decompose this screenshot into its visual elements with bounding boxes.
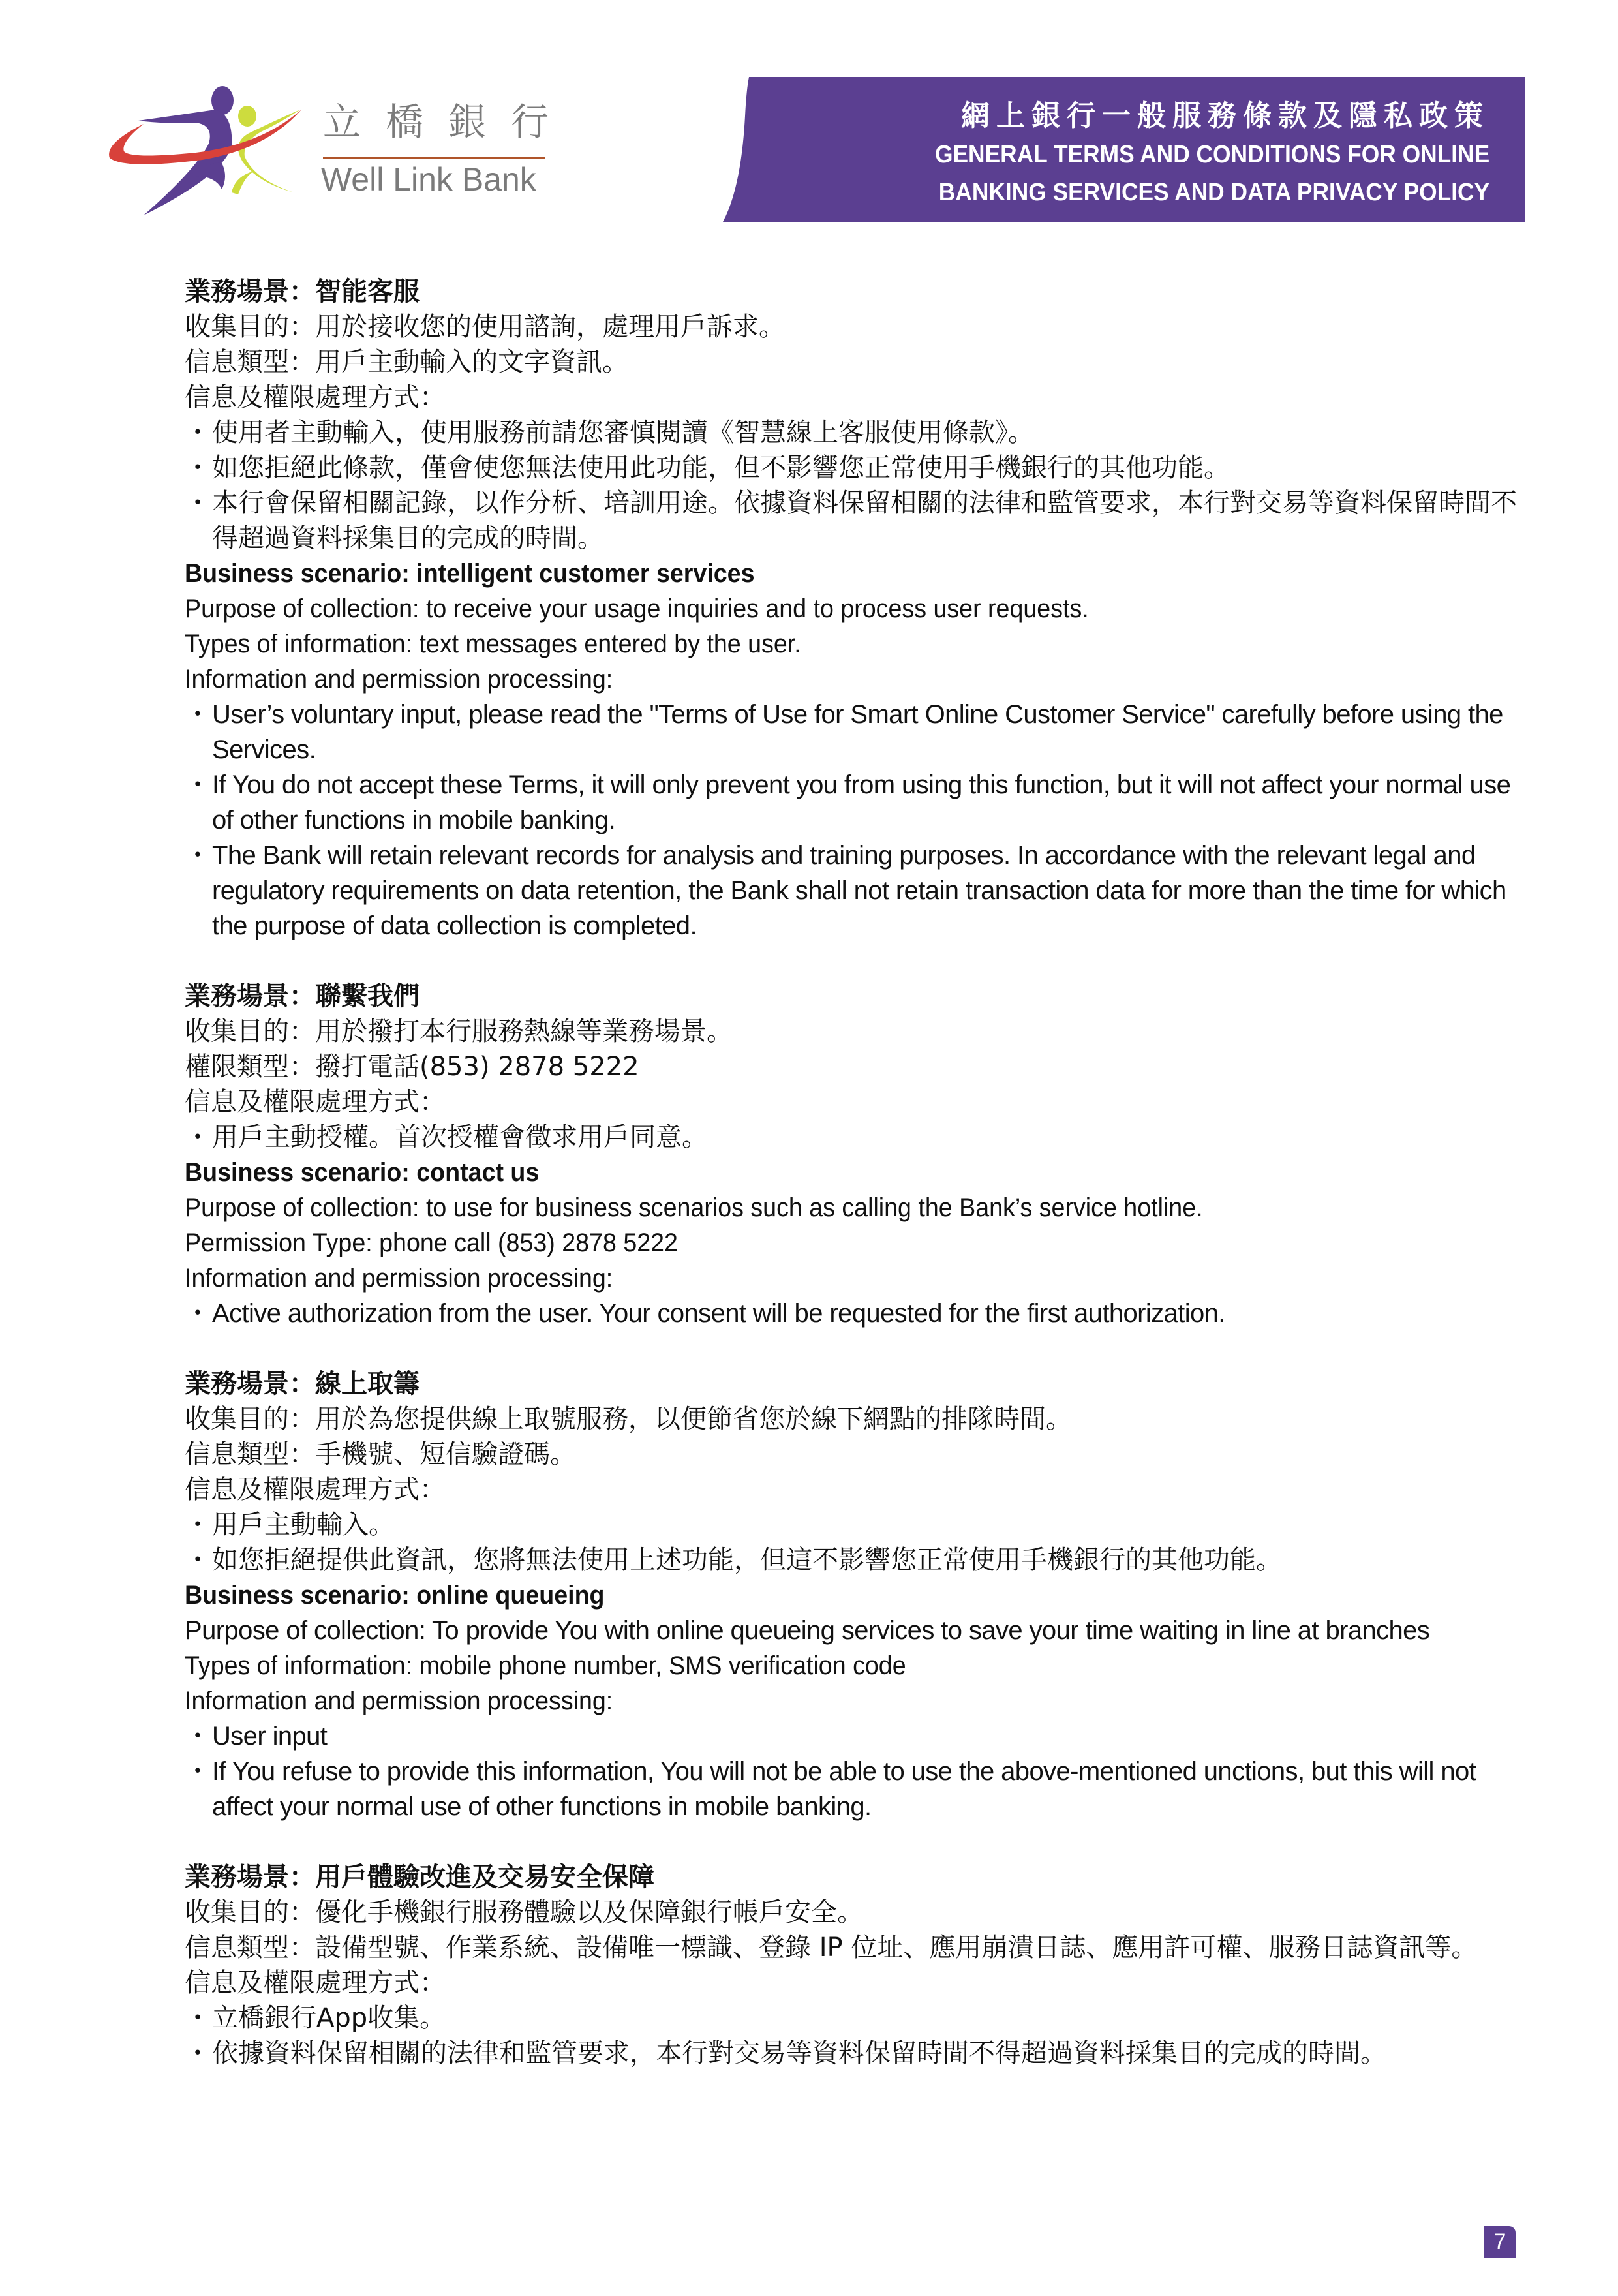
bullet-zh: ・ 依據資料保留相關的法律和監管要求，本行對交易等資料保留時間不得超過資料採集目的完成的時間。 [185,2036,1529,2071]
document-title-en-line1: GENERAL TERMS AND CONDITIONS FOR ONLINE [934,141,1489,168]
bullet-zh: ・ 用戶主動授權。首次授權會徵求用戶同意。 [185,1120,1529,1155]
document-title-banner [723,77,1525,222]
processing-label-zh: 信息及權限處理方式： [185,382,446,412]
section-heading-en: Business scenario: contact us [185,1158,540,1187]
permission-type-zh: 權限類型：撥打電話(853) 2878 5222 [185,1052,639,1082]
bullet-zh: ・ 本行會保留相關記錄，以作分析、培訓用途。依據資料保留相關的法律和監管要求，本行對交易等資料保留時間不得超過資料採集目的完成的時間。 [185,485,1529,556]
info-type-zh: 信息類型：設備型號、作業系統、設備唯一標識、登錄 IP 位址、應用崩潰日誌、應用許可權、服務日誌資訊等。 [185,1933,1478,1963]
processing-label-zh: 信息及權限處理方式： [185,1968,446,1998]
section-heading-zh: 業務場景：用戶體驗改進及交易安全保障 [185,1862,654,1892]
page-number: 7 [1484,2226,1516,2258]
purpose-en: Purpose of collection: to use for business scenarios such as calling the Bank’s service hotline. [185,1193,1203,1222]
bullet-en: ・ If You refuse to provide this information, You will not be able to use the above-mentioned unctions, but this will not affect your normal use of other functions in mobile banking. [185,1754,1529,1824]
purpose-en: Purpose of collection: to receive your usage inquiries and to process user requests. [185,594,1089,623]
info-type-zh: 信息類型：手機號、短信驗證碼。 [185,1439,576,1469]
info-type-zh: 信息類型：用戶主動輸入的文字資訊。 [185,347,628,377]
bullet-zh: ・ 用戶主動輸入。 [185,1507,1529,1542]
document-title-zh: 網上銀行一般服務條款及隱私政策 [961,99,1489,132]
bullet-en: ・ The Bank will retain relevant records for analysis and training purposes. In accordance with the relevant legal and regulatory requirements on data retention, the Bank shall not retain transaction data for more than the time for which the purpose of data collection is completed. [185,838,1529,943]
section-heading-en: Business scenario: intelligent customer services [185,559,755,588]
purpose-en: Purpose of collection: To provide You with online queueing services to save your time waiting in line at branches [185,1616,1430,1645]
bank-logo [98,85,574,215]
logo-figure-head-lime [238,106,256,127]
processing-label-en: Information and permission processing: [185,1264,613,1293]
logo-divider [323,157,545,159]
bullet-zh: ・ 如您拒絕此條款，僅會使您無法使用此功能，但不影響您正常使用手機銀行的其他功能。 [185,450,1529,485]
bullet-en: ・ If You do not accept these Terms, it will only prevent you from using this function, but it will not affect your normal use of other functions in mobile banking. [185,767,1529,838]
bank-name-zh: 立橋銀行 [323,100,574,144]
bullet-en: ・ User’s voluntary input, please read the "Terms of Use for Smart Online Customer Service" carefully before using the Services. [185,697,1529,767]
processing-label-zh: 信息及權限處理方式： [185,1475,446,1505]
info-type-en: Types of information: text messages entered by the user. [185,630,801,658]
bullet-zh: ・ 如您拒絕提供此資訊，您將無法使用上述功能，但這不影響您正常使用手機銀行的其他功能。 [185,1542,1529,1578]
section-online-queueing [185,1366,1529,1824]
section-heading-zh: 業務場景：智能客服 [185,277,420,307]
section-heading-en: Business scenario: online queueing [185,1581,605,1610]
info-type-en: Types of information: mobile phone number, SMS verification code [185,1651,906,1680]
document-title-en-line2: BANKING SERVICES AND DATA PRIVACY POLICY [938,179,1489,206]
bullet-zh: ・ 立橋銀行App收集。 [185,2000,1529,2036]
bank-name-en: Well Link Bank [321,161,536,198]
section-heading-zh: 業務場景：線上取籌 [185,1369,420,1399]
processing-label-en: Information and permission processing: [185,1687,613,1715]
processing-label-zh: 信息及權限處理方式： [185,1087,446,1117]
policy-content [185,274,1529,2106]
section-intelligent-customer-service [185,274,1529,943]
section-heading-zh: 業務場景：聯繫我們 [185,981,420,1011]
purpose-zh: 收集目的：優化手機銀行服務體驗以及保障銀行帳戶安全。 [185,1897,863,1927]
logo-mark-icon [98,85,320,215]
processing-label-en: Information and permission processing: [185,665,613,694]
purpose-zh: 收集目的：用於接收您的使用諮詢，處理用戶訴求。 [185,312,785,342]
section-user-experience-security [185,1860,1529,2071]
section-contact-us [185,979,1529,1331]
permission-type-en: Permission Type: phone call (853) 2878 5222 [185,1229,678,1257]
logo-figure-leg-lime [232,171,254,194]
bullet-en: ・ User input [185,1719,1529,1754]
purpose-zh: 收集目的：用於撥打本行服務熱線等業務場景。 [185,1017,733,1047]
bullet-zh: ・ 使用者主動輸入，使用服務前請您審慎閱讀《智慧線上客服使用條款》。 [185,415,1529,450]
purpose-zh: 收集目的：用於為您提供線上取號服務，以便節省您於線下網點的排隊時間。 [185,1404,1072,1434]
bullet-en: ・ Active authorization from the user. Your consent will be requested for the first authorization. [185,1296,1529,1331]
